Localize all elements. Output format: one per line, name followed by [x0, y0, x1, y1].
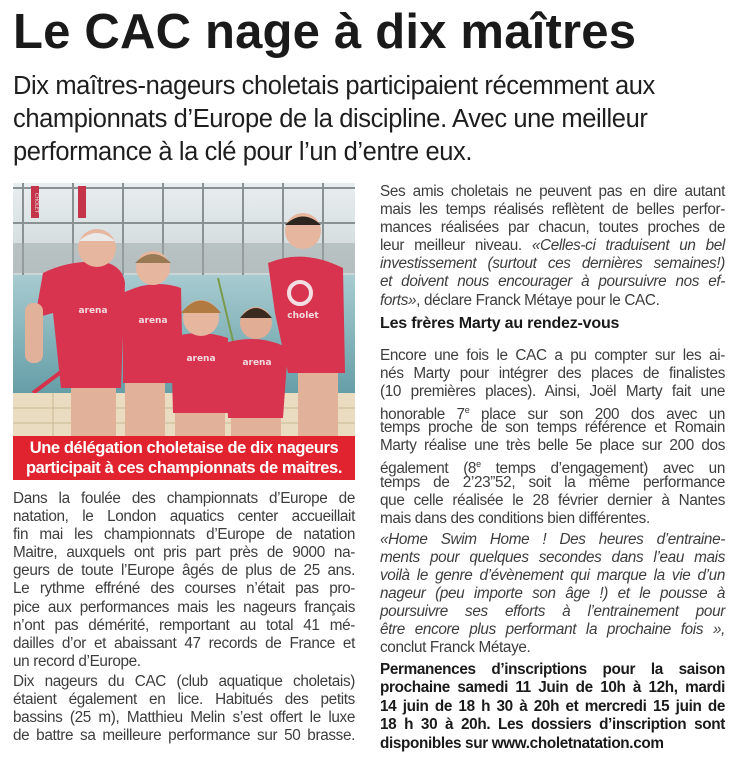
lede-line: championnats d’Europe de la discipline. Avec une meilleur — [13, 105, 648, 133]
text-run: également (8 — [380, 460, 477, 478]
text-line — [380, 603, 725, 621]
text-line — [380, 531, 725, 549]
text-line: mances réalisées par chacun, toutes proches de — [380, 219, 725, 237]
text-line: Le rythme effréné des courses n’était pas pro- — [13, 580, 355, 598]
text-line: prochaine samedi 11 Juin de 10h à 12h, mardi — [380, 679, 725, 697]
text-line: dailles d’or et abaissant 47 records de France et — [13, 634, 355, 652]
paragraph — [380, 183, 725, 310]
photo-caption — [13, 436, 355, 480]
paragraph — [13, 673, 355, 745]
text-line: mais dans des conditions bien différentes. — [380, 509, 650, 527]
text-line: Permanences d’inscriptions pour la saison — [380, 660, 725, 678]
subheading: Les frères Marty au rendez-vous — [380, 314, 620, 332]
text-line: temps de 2’23”52, soit la même performance — [380, 473, 725, 491]
quote-run: voilà le genre d’évènement qui marque la vie d’un — [380, 567, 725, 585]
text-run: , déclare Franck Métaye pour le CAC. — [416, 291, 660, 309]
paragraph — [380, 347, 725, 528]
text-line: un record d’Europe. — [13, 652, 141, 670]
text-line: Dix nageurs du CAC (club aquatique choletais) — [13, 672, 355, 690]
text-run: leur meilleur niveau. — [380, 237, 532, 255]
quote-run: poursuivre ses efforts à l’entrainement pour — [380, 603, 725, 621]
article-lede — [13, 70, 725, 169]
text-run: honorable 7 — [380, 406, 465, 424]
text-line: Marty réalise une très belle 5e place sur 200 dos — [380, 437, 725, 455]
text-line: pice aux performances mais les nageurs français — [13, 598, 355, 616]
text-line — [380, 567, 725, 585]
text-line: de battre sa meilleure performance sur 50 brasse. — [13, 727, 355, 745]
text-line — [380, 585, 725, 603]
text-line: que celle réalisée le 28 février dernier à Nantes — [380, 491, 725, 509]
caption-line: participait à ces championnats de maitres. — [25, 459, 343, 477]
text-line — [380, 401, 726, 424]
paragraph-quote — [380, 531, 725, 658]
banner-text: CHOLET — [33, 192, 39, 214]
cholet-banner — [78, 186, 86, 218]
text-line: Maitre, auxquels ont pris part près de 9000 na- — [13, 544, 355, 562]
text-run: temps d’engagement) avec un — [480, 460, 725, 478]
text-line: Dans la foulée des championnats d’Europe de — [13, 490, 355, 507]
text-line — [380, 549, 725, 567]
quote-run: ments pour quelques secondes dans l’eau mais — [380, 548, 725, 566]
caption-line: Une délégation choletaise de dix nageurs — [29, 439, 339, 457]
text-line: (10 premières places). Ainsi, Joël Marty fait une — [380, 383, 725, 401]
text-line — [380, 273, 725, 291]
text-line: étaient également en lice. Habitués des petits — [13, 691, 355, 709]
text-line: bassins (25 m), Matthieu Melin s’est offert le luxe — [13, 709, 355, 727]
quote-run: «Celles-ci traduisent un bel — [531, 237, 725, 255]
quote-run: et doivent nous encourager à poursuivre nos ef- — [380, 273, 725, 291]
shirt-logo: arena — [186, 354, 216, 364]
shirt-logo: arena — [78, 306, 108, 316]
text-line: Ses amis choletais ne peuvent pas en dire autant — [380, 183, 725, 200]
swimmers-photo-illustration — [13, 183, 355, 436]
text-line — [380, 292, 725, 310]
text-run: place sur son 200 dos avec un — [469, 406, 726, 424]
registration-info — [380, 661, 725, 754]
text-line: disponibles sur www.choletnatation.com — [380, 734, 664, 752]
quote-run: nageur (peu importe son âge !) et le pousse à — [380, 585, 725, 603]
team-photo — [13, 183, 355, 436]
article-title: Le CAC nage à dix maîtres — [13, 5, 637, 59]
text-line — [380, 621, 725, 639]
quote-run: forts» — [380, 291, 417, 309]
shirt-logo: arena — [242, 358, 272, 368]
lede-line: Dix maîtres-nageurs choletais participaient récemment aux — [13, 72, 655, 100]
quote-run: «Home Swim Home ! Des heures d’entraine- — [380, 530, 725, 548]
text-line — [380, 455, 725, 478]
text-line: fin mai les championnats d’Europe de natation — [13, 526, 355, 544]
text-line: Encore une fois le CAC a pu compter sur les ai- — [380, 346, 725, 364]
text-line — [380, 255, 725, 273]
text-line — [380, 237, 725, 255]
quote-run: investissement (surtout ces dernières semaines!) — [380, 255, 725, 273]
quote-run: être encore plus performant la prochaine fois », — [380, 621, 725, 639]
text-line: natation, le London aquatics center accueillait — [13, 508, 355, 526]
text-line: n’ont pas démérité, remportant au total 41 mé- — [13, 616, 355, 634]
shirt-logo: arena — [138, 316, 168, 326]
left-column — [13, 490, 355, 745]
lede-line: performance à la clé pour l’un d’entre eux. — [13, 138, 473, 166]
shirt-logo: cholet — [287, 311, 319, 321]
text-line: 14 juin de 18 h 30 à 20h et mercredi 15 juin de — [380, 697, 725, 715]
text-line: geurs de toute l’Europe âgés de plus de 25 ans. — [13, 562, 355, 580]
superscript: e — [464, 405, 470, 416]
text-line: nés Marty pour intégrer des places de finalistes — [380, 365, 725, 383]
text-line: temps proche de son temps référence et Romain — [380, 419, 725, 437]
paragraph — [13, 490, 355, 671]
text-line: 18 h 30 à 20h. Les dossiers d’inscription sont — [380, 716, 725, 734]
right-column — [380, 183, 725, 753]
text-line: mais les temps réalisés reflètent de belles perfor- — [380, 201, 725, 219]
text-line: conclut Franck Métaye. — [380, 639, 531, 657]
superscript: e — [476, 459, 481, 470]
